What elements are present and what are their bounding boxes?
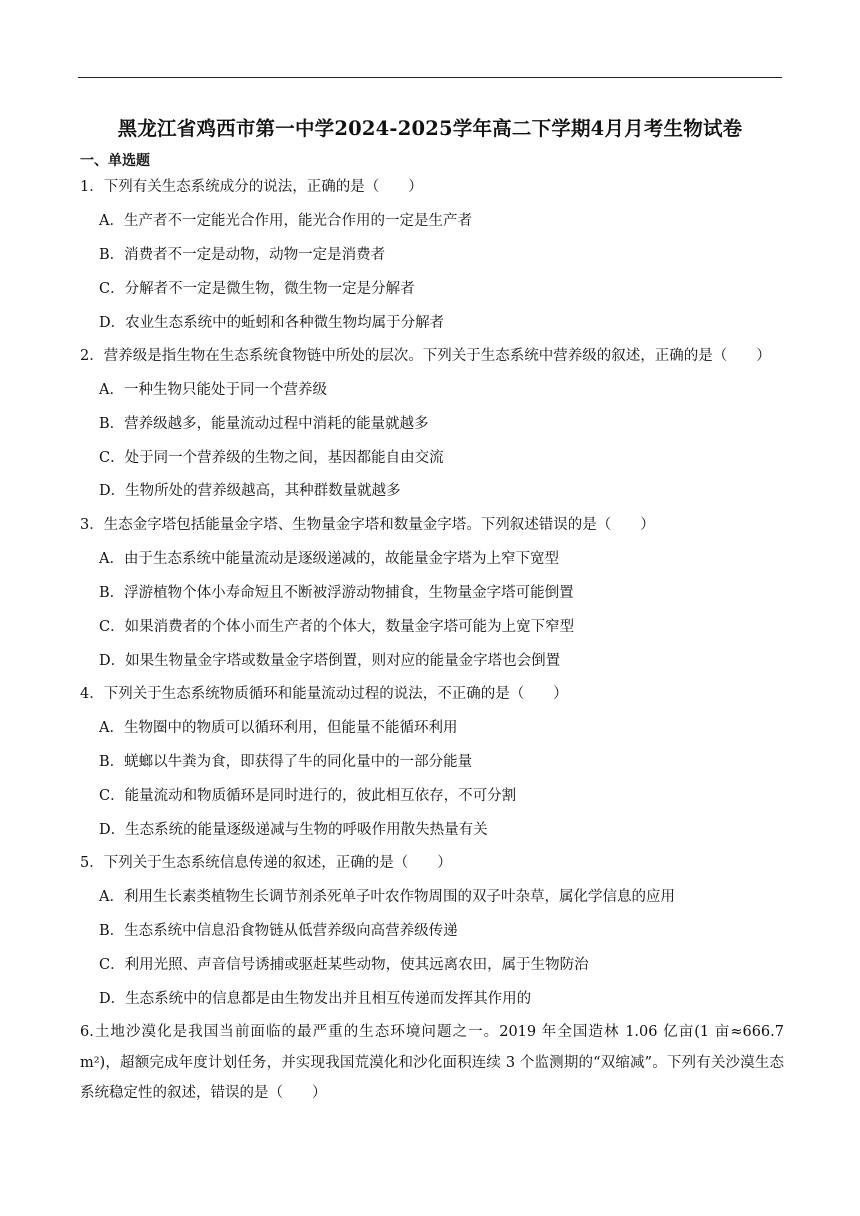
question-1-option-b: B．消费者不一定是动物，动物一定是消费者 xyxy=(99,247,386,263)
question-1-option-c: C．分解者不一定是微生物，微生物一定是分解者 xyxy=(99,281,415,297)
question-2-option-a: A．一种生物只能处于同一个营养级 xyxy=(99,382,327,398)
question-1-stem: 1．下列有关生态系统成分的说法，正确的是（ ） xyxy=(80,179,423,195)
question-5-stem: 5．下列关于生态系统信息传递的叙述，正确的是（ ） xyxy=(80,855,452,871)
question-3-option-d: D．如果生物量金字塔或数量金字塔倒置，则对应的能量金字塔也会倒置 xyxy=(99,653,561,669)
page-title: 黑龙江省鸡西市第一中学2024-2025学年高二下学期4月月考生物试卷 xyxy=(117,117,743,140)
question-5-option-a: A．利用生长素类植物生长调节剂杀死单子叶农作物周围的双子叶杂草，属化学信息的应用 xyxy=(99,889,675,905)
question-3-option-b: B．浮游植物个体小寿命短且不断被浮游动物捕食，生物量金字塔可能倒置 xyxy=(99,585,574,601)
question-4-option-b: B．蜣螂以牛粪为食，即获得了牛的同化量中的一部分能量 xyxy=(99,754,473,770)
question-4-option-a: A．生物圈中的物质可以循环利用，但能量不能循环利用 xyxy=(99,720,458,736)
header-rule xyxy=(78,77,782,78)
question-3-stem: 3．生态金字塔包括能量金字塔、生物量金字塔和数量金字塔。下列叙述错误的是（ ） xyxy=(80,517,655,533)
question-5-option-b: B．生态系统中信息沿食物链从低营养级向高营养级传递 xyxy=(99,923,458,939)
question-3-option-a: A．由于生态系统中能量流动是逐级递减的，故能量金字塔为上窄下宽型 xyxy=(99,551,559,567)
question-5-option-d: D．生态系统中的信息都是由生物发出并且相互传递而发挥其作用的 xyxy=(99,991,532,1007)
question-1-option-a: A．生产者不一定能光合作用，能光合作用的一定是生产者 xyxy=(99,213,472,229)
question-2-option-b: B．营养级越多，能量流动过程中消耗的能量就越多 xyxy=(99,416,429,432)
question-2-stem: 2．营养级是指生物在生态系统食物链中所处的层次。下列关于生态系统中营养级的叙述，正确的是（ ） xyxy=(80,348,771,364)
question-5-option-c: C．利用光照、声音信号诱捕或驱赶某些动物，使其远离农田，属于生物防治 xyxy=(99,957,589,973)
question-4-option-c: C．能量流动和物质循环是同时进行的，彼此相互依存，不可分割 xyxy=(99,788,517,804)
question-2-option-d: D．生物所处的营养级越高，其种群数量就越多 xyxy=(99,483,401,499)
question-4-stem: 4．下列关于生态系统物质循环和能量流动过程的说法，不正确的是（ ） xyxy=(80,686,568,702)
question-3-option-c: C．如果消费者的个体小而生产者的个体大，数量金字塔可能为上宽下窄型 xyxy=(99,619,575,635)
question-6-stem: 6.土地沙漠化是我国当前面临的最严重的生态环境问题之一。2019 年全国造林 1.06 亿亩(1 亩≈666.7 m²)，超额完成年度计划任务，并实现我国荒漠化和沙化面积连续 3 个监测期的“双缩减”。下列有关沙漠生态系统稳定性的叙述，错误的是（ ） xyxy=(80,1024,784,1101)
question-4-option-d: D．生态系统的能量逐级递减与生物的呼吸作用散失热量有关 xyxy=(99,822,488,838)
question-1-option-d: D．农业生态系统中的蚯蚓和各种微生物均属于分解者 xyxy=(99,315,445,331)
section-heading: 一、单选题 xyxy=(80,153,150,169)
question-2-option-c: C．处于同一个营养级的生物之间，基因都能自由交流 xyxy=(99,450,444,466)
